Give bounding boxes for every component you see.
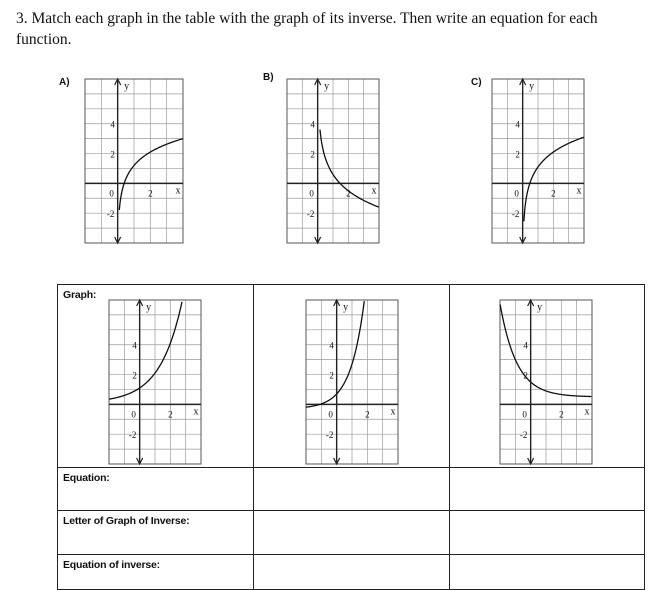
y-tick-2: 2: [515, 149, 520, 160]
label-b: B): [263, 72, 274, 83]
x-axis-label: x: [175, 185, 181, 197]
y-tick-4: 4: [310, 119, 315, 130]
graph-c-svg: [490, 77, 586, 245]
letter-cell-1[interactable]: [58, 511, 254, 555]
table-graph-1-svg: [107, 298, 203, 466]
y-axis-label: y: [537, 302, 543, 313]
inverse-cell-3[interactable]: [450, 555, 645, 590]
y-tick-neg2: -2: [306, 209, 315, 220]
table-graph-3: [498, 298, 594, 471]
y-tick-2: 2: [132, 370, 137, 381]
x-tick-2: 2: [168, 409, 173, 420]
x-axis-label: x: [390, 406, 396, 418]
table-graph-2: [304, 298, 400, 471]
inverse-cell-2[interactable]: [254, 555, 450, 590]
question-text: 3. Match each graph in the table with the graph of its inverse. Then write an equation for each function.: [16, 10, 598, 48]
origin-label: 0: [328, 409, 333, 420]
table-graph-3-svg: [498, 298, 594, 466]
x-axis-label: x: [193, 406, 199, 418]
label-c: C): [471, 77, 482, 88]
y-tick-neg2: -2: [511, 209, 520, 220]
origin-label: 0: [522, 409, 527, 420]
graph-b-svg: [285, 77, 381, 245]
y-tick-4: 4: [515, 119, 520, 130]
y-tick-neg2: -2: [106, 209, 115, 220]
y-axis-label: y: [146, 302, 152, 313]
y-axis-label: y: [529, 81, 535, 92]
y-tick-2: 2: [310, 149, 315, 160]
table-graph-1: [107, 298, 203, 471]
function-curve: [119, 139, 183, 210]
origin-label: 0: [514, 188, 519, 199]
x-tick-2: 2: [559, 409, 564, 420]
graph-b: [285, 77, 381, 250]
origin-label: 0: [109, 188, 114, 199]
y-tick-4: 4: [523, 340, 528, 351]
x-tick-2: 2: [365, 409, 370, 420]
function-curve: [306, 301, 364, 407]
x-axis-label: x: [371, 185, 377, 197]
letter-label: Letter of Graph of Inverse:: [63, 515, 190, 527]
x-tick-2: 2: [346, 188, 351, 199]
equation-cell-3[interactable]: [450, 468, 645, 511]
y-tick-4: 4: [132, 340, 137, 351]
x-axis-label: x: [584, 406, 590, 418]
inverse-label: Equation of inverse:: [63, 559, 160, 571]
x-tick-2: 2: [551, 188, 556, 199]
y-axis-label: y: [124, 81, 130, 92]
y-axis-label: y: [324, 81, 330, 92]
y-tick-neg2: -2: [519, 430, 528, 441]
equation-label: Equation:: [63, 472, 110, 484]
graph-cell-1: [58, 285, 254, 468]
origin-label: 0: [309, 188, 314, 199]
graph-a: [83, 77, 185, 250]
letter-cell-3[interactable]: [450, 511, 645, 555]
matching-table: [57, 284, 645, 590]
graph-cell-2: [254, 285, 450, 468]
graph-a-svg: [83, 77, 185, 245]
y-tick-2: 2: [523, 370, 528, 381]
function-curve: [524, 137, 584, 221]
y-tick-neg2: -2: [325, 430, 334, 441]
letter-cell-2[interactable]: [254, 511, 450, 555]
y-tick-4: 4: [110, 119, 115, 130]
y-tick-2: 2: [329, 370, 334, 381]
graph-label: Graph:: [63, 289, 97, 301]
graph-cell-3: [450, 285, 645, 468]
function-curve: [109, 302, 182, 399]
equation-cell-2[interactable]: [254, 468, 450, 511]
y-axis-label: y: [343, 302, 349, 313]
graph-c: [490, 77, 586, 250]
y-tick-2: 2: [110, 149, 115, 160]
table-graph-2-svg: [304, 298, 400, 466]
equation-cell-1[interactable]: [58, 468, 254, 511]
y-tick-4: 4: [329, 340, 334, 351]
x-axis-label: x: [576, 185, 582, 197]
label-a: A): [59, 77, 70, 88]
x-tick-2: 2: [148, 188, 153, 199]
inverse-cell-1[interactable]: [58, 555, 254, 590]
y-tick-neg2: -2: [128, 430, 137, 441]
origin-label: 0: [131, 409, 136, 420]
